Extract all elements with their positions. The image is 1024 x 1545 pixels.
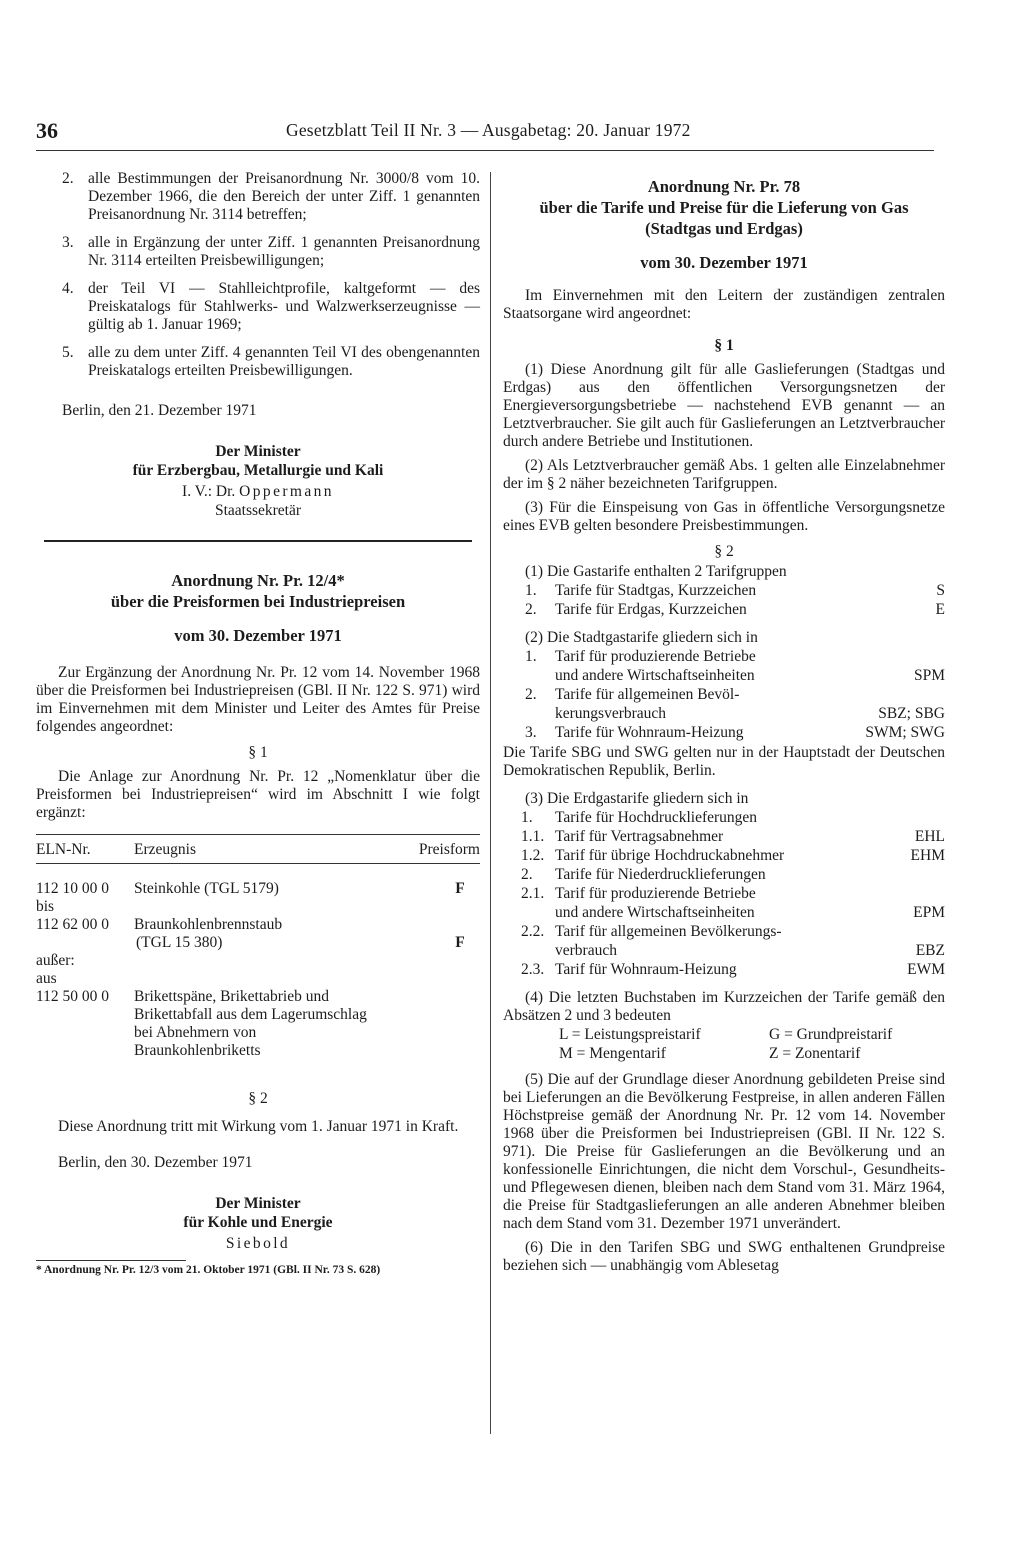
order-78 xyxy=(503,176,945,1275)
price-form-cell xyxy=(440,952,480,970)
table-row xyxy=(36,898,480,916)
product-cell xyxy=(134,898,440,916)
table-row xyxy=(36,916,480,934)
list-item-number: 1. xyxy=(525,582,537,599)
list-item-text: alle in Ergänzung der unter Ziff. 1 genannten Preisanordnung Nr. 3114 erteilten Preisbewilligungen; xyxy=(88,234,480,269)
city-gas-tariffs xyxy=(525,647,945,742)
list-item xyxy=(521,865,945,884)
order-12-4 xyxy=(36,570,480,1277)
list-item xyxy=(521,808,945,827)
list-item-number: 2. xyxy=(62,170,74,187)
right-column xyxy=(503,170,945,1275)
order-intro: Im Einvernehmen mit den Leitern der zuständigen zentralen Staatsorgane wird angeordnet: xyxy=(503,287,945,322)
list-item-number: 2.1. xyxy=(521,885,545,902)
list-item xyxy=(525,647,945,685)
product-cell: Brikettspäne, Brikettabrieb und Brikettabfall aus dem Lagerumschlag bei Abnehmern von Braunkohlenbriketts xyxy=(134,988,367,1059)
list-item-text: Tarife für Stadtgas, Kurzzeichen xyxy=(555,582,757,599)
eln-table xyxy=(36,880,480,1060)
footnote: * Anordnung Nr. Pr. 12/3 vom 21. Oktober 1971 (GBl. II Nr. 73 S. 628) xyxy=(36,1264,381,1276)
order-date: vom 30. Dezember 1971 xyxy=(174,626,342,645)
list-item-number: 3. xyxy=(525,724,537,741)
tariff-groups xyxy=(525,581,945,619)
running-title: Gesetzblatt Teil II Nr. 3 — Ausgabetag: 20. Januar 1972 xyxy=(286,120,691,140)
list-item-line: Tarife für allgemeinen Bevöl- xyxy=(555,686,740,703)
list-item-text xyxy=(555,884,865,922)
paragraph: (2) Die Stadtgastarife gliedern sich in xyxy=(525,629,758,646)
paragraph: (3) Die Erdgastarife gliedern sich in xyxy=(525,790,749,807)
eln-cell: 112 50 00 0 xyxy=(36,988,110,1005)
tariff-code: EPM xyxy=(913,904,945,921)
table-row xyxy=(36,880,480,898)
signatory-name: Siebold xyxy=(225,1235,291,1252)
tariff-code: E xyxy=(935,601,945,618)
tariff-code: SPM xyxy=(913,667,945,684)
price-form-cell xyxy=(440,916,480,934)
tariff-legend xyxy=(559,1025,945,1063)
list-item-text: Tarife für Wohnraum-Heizung xyxy=(555,724,744,741)
list-item xyxy=(521,827,945,846)
list-item-line: und andere Wirtschaftseinheiten xyxy=(555,667,755,684)
legend-entry: Z = Zonentarif xyxy=(769,1045,861,1062)
list-item xyxy=(521,846,945,865)
list-item-number: 2.3. xyxy=(521,961,545,978)
order-title: Anordnung Nr. Pr. 12/4* xyxy=(171,571,345,590)
section-text: Die Anlage zur Anordnung Nr. Pr. 12 „Nomenklatur über die Preisformen bei Industriepreisen“ wird im Abschnitt I wie folgt ergänzt: xyxy=(36,768,480,821)
list-item xyxy=(62,170,480,224)
paragraph: (1) Diese Anordnung gilt für alle Gaslieferungen (Stadtgas und Erdgas) aus den öffentlichen Versorgungsnetzen der Energieversorgungsbetriebe — nachstehend EVB genannt — an Letztverbraucher. Sie gilt auch für Gaslieferungen an Letztverbraucher durch andere Betriebe und Institutionen. xyxy=(503,361,945,450)
list-item-number: 2. xyxy=(525,601,537,618)
list-item-text: Tarife für Hochdrucklieferungen xyxy=(555,809,758,826)
deputy-prefix: I. V.: Dr. xyxy=(182,483,236,500)
table-row xyxy=(36,988,480,1060)
list-item xyxy=(62,280,480,334)
list-item-number: 1.1. xyxy=(521,828,545,845)
product-cell: Braunkohlenbrennstaub xyxy=(134,916,283,933)
table-row xyxy=(36,952,480,970)
signatory-ministry: für Erzbergbau, Metallurgie und Kali xyxy=(132,462,384,479)
section-heading: § 2 xyxy=(248,1090,268,1107)
signatory-name: Oppermann xyxy=(239,483,334,500)
price-form-cell xyxy=(440,898,480,916)
legend-entry: G = Grundpreistarif xyxy=(769,1026,893,1043)
product-cell xyxy=(134,970,440,988)
eln-cell: aus xyxy=(36,970,57,987)
eln-cell: außer: xyxy=(36,952,75,969)
signatory-title: Der Minister xyxy=(215,443,301,460)
list-item xyxy=(521,960,945,979)
section-text: Diese Anordnung tritt mit Wirkung vom 1. Januar 1971 in Kraft. xyxy=(58,1118,459,1135)
tariff-code: EBZ xyxy=(915,942,945,959)
left-column xyxy=(36,170,480,1277)
legend-entry: L = Leistungspreistarif xyxy=(559,1026,701,1043)
column-header-price-form: Preisform xyxy=(418,841,480,858)
tariff-code xyxy=(865,808,945,827)
column-header-eln: ELN-Nr. xyxy=(36,841,91,858)
page-number: 36 xyxy=(36,118,58,143)
tariff-code xyxy=(865,865,945,884)
list-item xyxy=(62,234,480,270)
list-item-number: 2. xyxy=(521,866,533,883)
list-item-number: 4. xyxy=(62,280,74,297)
section-heading: § 2 xyxy=(714,543,734,560)
list-item xyxy=(525,600,945,619)
list-item-text: Tarif für Wohnraum-Heizung xyxy=(555,961,737,978)
list-item xyxy=(525,581,945,600)
paragraph: (2) Als Letztverbraucher gemäß Abs. 1 gelten alle Einzelabnehmer der im § 2 näher bezeichneten Tarifgruppen. xyxy=(503,457,945,492)
tariff-code: EHL xyxy=(914,828,945,845)
paragraph: Die Tarife SBG und SWG gelten nur in der Hauptstadt der Deutschen Demokratischen Republik, Berlin. xyxy=(503,744,945,779)
list-item-line: kerungsverbrauch xyxy=(555,705,667,722)
tariff-code: SBZ; SBG xyxy=(878,705,945,722)
paragraph: (4) Die letzten Buchstaben im Kurzzeichen der Tarife gemäß den Absätzen 2 und 3 bedeuten xyxy=(503,989,945,1024)
paragraph: (3) Für die Einspeisung von Gas in öffentliche Versorgungsnetze eines EVB gelten besondere Preisbestimmungen. xyxy=(503,499,945,534)
signatory-ministry: für Kohle und Energie xyxy=(183,1214,333,1231)
list-item-text: Tarife für Niederdrucklieferungen xyxy=(555,866,766,883)
paragraph: (1) Die Gastarife enthalten 2 Tarifgruppen xyxy=(525,563,787,580)
list-item-text xyxy=(555,685,845,723)
tariff-code: SWM; SWG xyxy=(865,724,945,741)
order-date: vom 30. Dezember 1971 xyxy=(640,253,808,272)
signature-block xyxy=(36,1194,480,1254)
legend-row xyxy=(559,1044,945,1063)
price-form-cell xyxy=(440,970,480,988)
tariff-code: S xyxy=(936,582,945,599)
footnote-rule xyxy=(36,1260,186,1261)
legend-row xyxy=(559,1025,945,1044)
list-item-text: Tarif für übrige Hochdruckabnehmer xyxy=(555,847,785,864)
section-rule xyxy=(44,540,472,542)
column-divider xyxy=(490,172,491,1434)
list-item-text: alle Bestimmungen der Preisanordnung Nr. 3000/8 vom 10. Dezember 1966, die den Bereich der unter Ziff. 1 genannten Preisanordnung Nr. 3114 betreffen; xyxy=(88,170,480,223)
list-item-text: der Teil VI — Stahlleichtprofile, kaltgeformt — des Preiskatalogs für Stahlwerks- und Walzwerkserzeugnisse — gültig ab 1. Januar 1969; xyxy=(88,280,480,333)
product-cell xyxy=(134,952,440,970)
eln-cell: 112 62 00 0 xyxy=(36,916,110,933)
list-item xyxy=(521,922,945,960)
price-form-cell xyxy=(440,988,480,1060)
product-cell: (TGL 15 380) xyxy=(136,934,223,951)
list-item-line: Tarif für produzierende Betriebe xyxy=(555,648,756,665)
list-item-line: Tarif für allgemeinen Bevölkerungs- xyxy=(555,923,782,940)
section-heading: § 1 xyxy=(714,337,734,354)
signatory-role: Staatssekretär xyxy=(214,502,302,519)
place-date: Berlin, den 21. Dezember 1971 xyxy=(62,402,257,419)
list-item-text: Tarife für Erdgas, Kurzzeichen xyxy=(555,601,747,618)
list-item-number: 1.2. xyxy=(521,847,545,864)
list-item xyxy=(525,723,945,742)
product-cell: Steinkohle (TGL 5179) xyxy=(134,880,279,897)
list-item-number: 1. xyxy=(525,648,537,665)
order-title: Anordnung Nr. Pr. 78 xyxy=(647,177,801,196)
natural-gas-tariffs xyxy=(521,808,945,979)
eln-cell: 112 10 00 0 xyxy=(36,880,110,897)
column-header-product: Erzeugnis xyxy=(134,841,196,858)
signatory-title: Der Minister xyxy=(215,1195,301,1212)
table-row xyxy=(36,970,480,988)
paragraph: (6) Die in den Tarifen SBG und SWG enthaltenen Grundpreise beziehen sich — unabhängig vom Ablesetag xyxy=(503,1239,945,1274)
list-item-text: Tarif für Vertragsabnehmer xyxy=(555,828,724,845)
list-item-number: 1. xyxy=(521,809,533,826)
list-item-text xyxy=(555,922,865,960)
eln-cell: bis xyxy=(36,898,55,915)
tariff-code: EWM xyxy=(907,961,945,978)
list-item xyxy=(525,685,945,723)
list-item xyxy=(521,884,945,922)
list-item-number: 2. xyxy=(525,686,537,703)
order-intro: Zur Ergänzung der Anordnung Nr. Pr. 12 vom 14. November 1968 über die Preisformen bei Industriepreisen (GBl. II Nr. 122 S. 971) wird im Einvernehmen mit dem Minister und Leiter des Amtes für Preise folgendes angeordnet: xyxy=(36,664,480,735)
list-item-number: 3. xyxy=(62,234,74,251)
list-item xyxy=(62,344,480,380)
legend-entry: M = Mengentarif xyxy=(559,1045,666,1062)
eln-cell xyxy=(36,934,134,952)
list-item-line: und andere Wirtschaftseinheiten xyxy=(555,904,755,921)
place-date: Berlin, den 30. Dezember 1971 xyxy=(58,1154,253,1171)
order-subtitle: über die Preisformen bei Industriepreisen xyxy=(110,592,406,611)
price-form-cell: F xyxy=(455,880,465,897)
list-item-line: Tarif für produzierende Betriebe xyxy=(555,885,756,902)
price-form-cell: F xyxy=(455,934,465,951)
list-item-number: 5. xyxy=(62,344,74,361)
signatory-name-line xyxy=(36,482,480,502)
page-header xyxy=(36,116,934,151)
table-row xyxy=(36,934,480,952)
paragraph: (5) Die auf der Grundlage dieser Anordnung gebildeten Preise sind bei Lieferungen an die Bevölkerung Festpreise, in allen anderen Fällen Höchstpreise gemäß der Anordnung Nr. Pr. 12 vom 14. November 1968 über die Preisformen bei Industriepreisen (GBl. II Nr. 122 S. 971). Die Preise für Gaslieferungen an die Bevölkerung und an konfessionelle Einrichtungen, die nicht dem Vorschul-, Gesundheits- und Pflegewesen dienen, bleiben nach dem Stand vom 31. März 1964, die Preise für Stadtgaslieferungen an alle anderen Abnehmer bleiben nach dem Stand vom 31. Dezember 1971 unverändert. xyxy=(503,1071,945,1232)
table-header xyxy=(36,834,480,864)
section-heading: § 1 xyxy=(248,744,268,761)
list-item-line: verbrauch xyxy=(555,942,617,959)
list-item-text: alle zu dem unter Ziff. 4 genannten Teil VI des obengenannten Preiskatalogs erteilten Preisbewilligungen. xyxy=(88,344,480,379)
signature-block xyxy=(36,442,480,520)
order-subtitle: über die Tarife und Preise für die Lieferung von Gas (Stadtgas und Erdgas) xyxy=(539,198,909,238)
list-item-number: 2.2. xyxy=(521,923,545,940)
tariff-code: EHM xyxy=(910,847,945,864)
list-item-text xyxy=(555,647,865,685)
